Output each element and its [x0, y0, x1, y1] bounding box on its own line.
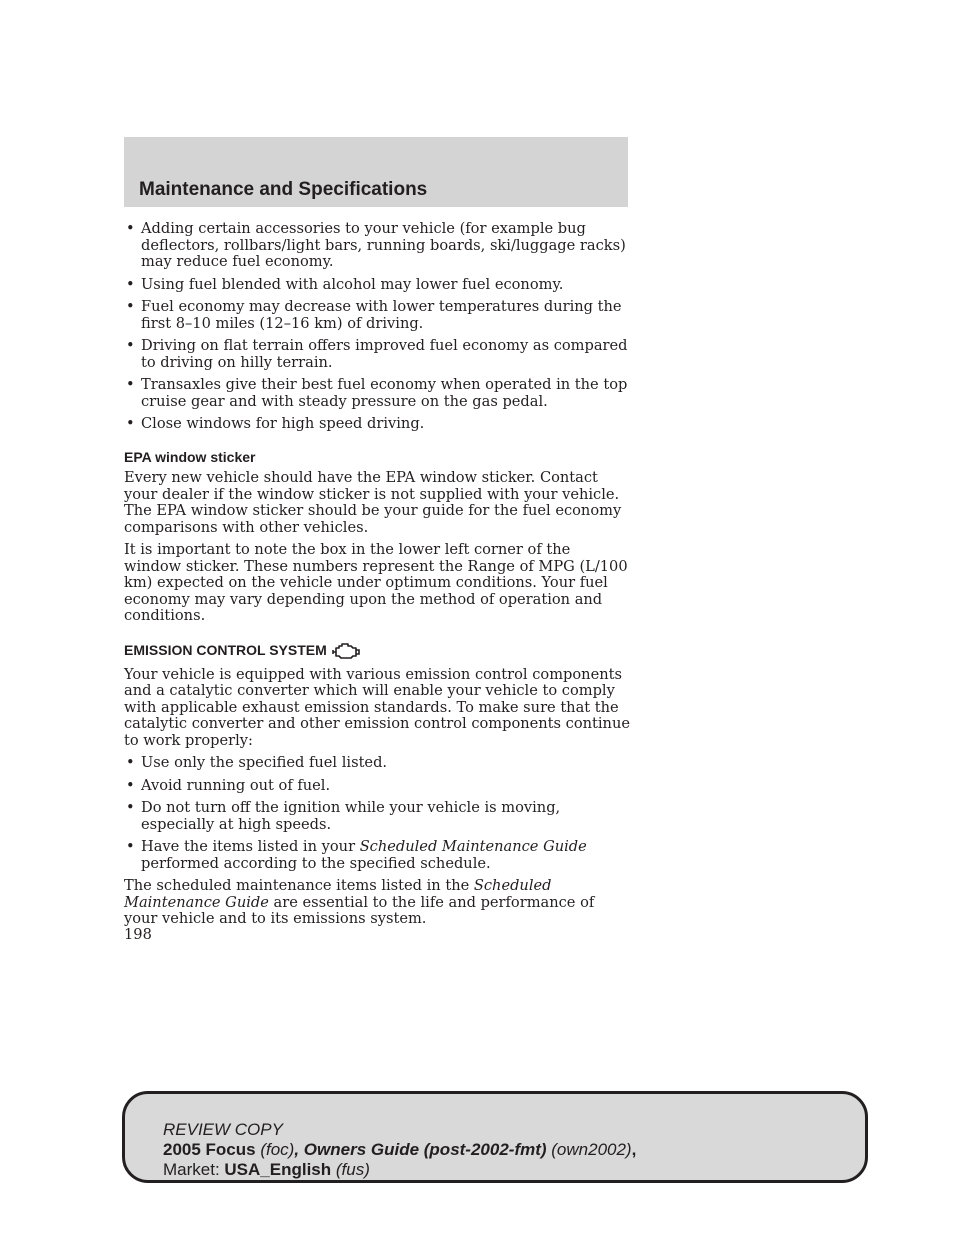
- guide-code: (own2002): [546, 1140, 632, 1159]
- epa-paragraph-1: Every new vehicle should have the EPA window sticker. Contact your dealer if the window sticker is not supplied with your vehicle. The EPA window sticker should be your guide for the fuel economy comparisons with other vehicles.: [124, 469, 622, 536]
- footer-text: [163, 1120, 636, 1180]
- emission-heading-text: EMISSION CONTROL SYSTEM: [124, 642, 327, 659]
- list-item: • Driving on flat terrain offers improved fuel economy as compared to driving on hilly terrain.: [124, 338, 630, 371]
- epa-heading: EPA window sticker: [124, 448, 256, 465]
- list-item: • Transaxles give their best fuel economy when operated in the top cruise gear and with steady pressure on the gas pedal.: [124, 377, 630, 410]
- review-footer: [122, 1091, 868, 1183]
- market-name: USA_English: [224, 1160, 332, 1179]
- list-item: • Fuel economy may decrease with lower temperatures during the first 8–10 miles (12–16 km) of driving.: [124, 299, 630, 332]
- emission-list: [124, 755, 630, 872]
- guide-name: , Owners Guide (post-2002-fmt): [294, 1140, 547, 1159]
- bullet-text: Have the items listed in your: [141, 838, 360, 855]
- list-item: • Using fuel blended with alcohol may lower fuel economy.: [124, 277, 630, 294]
- list-item: • Do not turn off the ignition while your vehicle is moving, especially at high speeds.: [124, 800, 630, 833]
- closing-text: The scheduled maintenance items listed in the: [124, 877, 474, 894]
- footer-line-1: REVIEW COPY: [163, 1120, 283, 1139]
- guide-title: Scheduled Maintenance Guide: [359, 838, 587, 855]
- list-item: • Avoid running out of fuel.: [124, 778, 630, 795]
- footer-line-3: [163, 1160, 636, 1180]
- list-item: • Close windows for high speed driving.: [124, 416, 630, 433]
- emission-heading: [124, 641, 630, 661]
- engine-icon: [331, 641, 361, 661]
- list-item: • Use only the specified fuel listed.: [124, 755, 630, 772]
- model-name: 2005 Focus: [163, 1140, 256, 1159]
- list-item: [124, 839, 630, 872]
- closing-text: are essential to the life and performance of your vehicle and to its emissions system.: [124, 893, 595, 927]
- epa-paragraph-2: It is important to note the box in the lower left corner of the window sticker. These numbers represent the Range of MPG (L/100 km) expected on the vehicle under optimum conditions. Your fuel economy may vary depending upon the method of operation and conditions.: [124, 541, 628, 624]
- emission-intro: Your vehicle is equipped with various emission control components and a catalytic converter which will enable your vehicle to comply with applicable exhaust emission standards. To make sure that the catalytic converter and other emission control components continue to work properly:: [124, 665, 630, 749]
- section-header: [124, 137, 628, 207]
- guide-title: Scheduled Maintenance Guide: [124, 877, 552, 911]
- footer-line-2: [163, 1140, 636, 1160]
- bullet-text: performed according to the specified schedule.: [141, 854, 491, 872]
- list-item: • Adding certain accessories to your vehicle (for example bug deflectors, rollbars/light bars, running boards, ski/luggage racks) may reduce fuel economy.: [124, 221, 630, 271]
- comma: ,: [631, 1140, 637, 1159]
- page-number: 198: [124, 926, 152, 943]
- emission-closing: [124, 878, 630, 928]
- market-label: Market:: [163, 1160, 225, 1179]
- section-title: Maintenance and Specifications: [139, 179, 428, 200]
- page-content: [124, 221, 630, 934]
- model-code: (foc): [255, 1140, 295, 1159]
- market-code: (fus): [331, 1160, 370, 1179]
- fuel-economy-list: [124, 221, 630, 433]
